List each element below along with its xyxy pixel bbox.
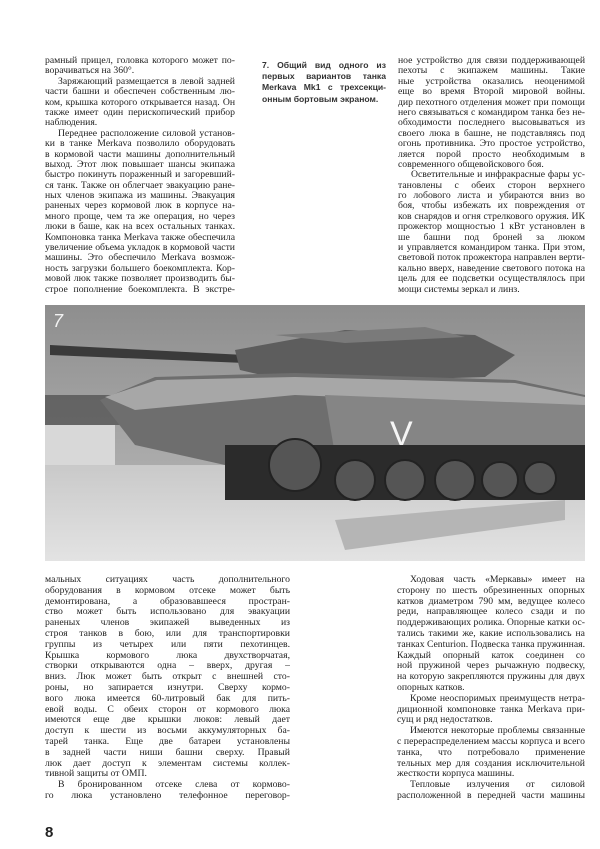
tank-illustration (45, 305, 585, 561)
text-line: обходимости последнего высовываться из (398, 118, 585, 129)
text-line: тельных мер для создания исключительной (397, 758, 585, 769)
paragraph (397, 726, 585, 780)
caption-line: первых вариантов танка (262, 71, 386, 82)
text-line: танка, что потребовало применение (397, 747, 585, 758)
text-line: него связываться с командиром танка без не- (398, 107, 585, 118)
text-line: машины. Это обеспечило Merkava возмож- (45, 253, 235, 264)
turret-marking: V (390, 415, 413, 453)
text-line: огонь противника. Это простое устройство, (398, 139, 585, 150)
text-line: роны, но запирается изнутри. Сверху кормо- (45, 682, 290, 693)
text-line: диционной компоновке танка Merkava при- (397, 704, 585, 715)
text-line: танках Centurion. Подвеска танка пружинная. (397, 639, 585, 650)
text-line: световой поток прожектора направлен верти- (398, 253, 585, 264)
paragraph (45, 129, 235, 295)
text-line: своего люка в башне, не подставляясь под (398, 128, 585, 139)
text-line: ных членов экипажа из машины. Эвакуация (45, 191, 235, 202)
text-line: сущ и ряд недостатков. (397, 715, 493, 726)
text-line: вого люка имеется 60-литровый бак для пить- (45, 693, 290, 704)
text-line: мальных ситуациях часть дополнительного (45, 575, 290, 585)
tank-photo (45, 305, 585, 561)
text-line: демонтирована, а образовавшееся простран- (45, 596, 290, 607)
text-line: мощи системы зеркал и линз. (398, 284, 520, 295)
text-column-bottom-left (45, 575, 290, 802)
paragraph (45, 77, 235, 129)
text-line: строя танков в бою, или для транспортировки (45, 628, 290, 639)
text-line: поддерживающих ролика. Опорные катки ос- (397, 618, 585, 629)
text-line: наблюдения. (45, 118, 98, 129)
text-line: В бронированном отсеке слева от кормово- (58, 780, 290, 791)
caption-line: онным бортовым экраном. (262, 93, 379, 104)
text-column-top-left (45, 56, 235, 295)
text-line: современного общевойскового боя. (398, 159, 544, 170)
text-line: Ходовая часть «Меркавы» имеет на (410, 575, 585, 585)
text-line: ной пружиной через рычажную подвеску, (397, 661, 585, 672)
text-line: го люка установлено телефонное переговор- (45, 790, 290, 801)
text-line: ство может быть использовано для эвакуации (45, 607, 290, 618)
text-line: ляется порой просто необходимым в (398, 149, 585, 160)
text-line: евой воды. С обеих сторон от кормового люка (45, 704, 290, 715)
text-line: створки открываются одна – вверх, другая – (45, 661, 290, 672)
text-line: доступ к шести из восьми аккумуляторных ба- (45, 726, 290, 737)
text-line: сторону по шесть обрезиненных опорных (397, 585, 585, 596)
text-line: Тепловые излучения от силовой (410, 780, 585, 791)
text-line: Компоновка танка Merkava также обеспечила (45, 232, 235, 243)
caption-line: 7. Общий вид одного из (262, 60, 386, 70)
paragraph (398, 170, 585, 295)
text-line: вниз. Люк может быть открыт с внешней сто- (45, 672, 290, 683)
text-line: ность загрузки большего боекомплекта. Кор- (45, 263, 235, 274)
text-line: оборудования в кормовом отсеке может быть (45, 585, 290, 596)
photo-caption (262, 60, 386, 105)
text-line: цель для ее подсветки осуществлялось при (398, 274, 585, 285)
paragraph (398, 56, 585, 170)
photo-number: 7 (53, 311, 64, 331)
paragraph (397, 575, 585, 694)
text-line: тались такими же, какие использовались на (397, 628, 585, 639)
text-line: части башни и обеспечен собственным лю- (45, 87, 235, 98)
text-line: в кормовой части машины дополнительный (45, 149, 235, 160)
text-line: опорных катков. (397, 682, 465, 693)
text-line: ворачиваться на 360°. (45, 66, 135, 77)
text-line: реди, направляющее колесо сзади и по (397, 607, 585, 618)
text-line: в задней части ниши башни сверху. Правый (45, 747, 290, 758)
text-line: Кроме неоспоримых преимуществ нетра- (410, 693, 585, 704)
text-line: и управляется командиром танка. При этом, (398, 243, 585, 254)
text-line: пехоты с экипажем машины. Такие (398, 66, 585, 77)
text-line: быстро покинуть пораженный и загоревший- (45, 170, 235, 181)
text-line: кально вверх, наведение светового потока на (398, 263, 585, 274)
text-line: тивной защиты от ОМП. (45, 769, 147, 780)
text-line: увеличение объема укладок в кормовой части (45, 243, 235, 254)
text-line: группы из четырех или пяти пехотинцев. (45, 639, 290, 650)
caption-line: Merkava Mk1 с трехсекци- (262, 82, 386, 93)
text-line: ные устройства оказались неоценимой (398, 76, 585, 87)
text-line: го лобового листа и убираются вниз во (398, 191, 585, 202)
text-line: Переднее расположение силовой установ- (58, 128, 235, 139)
text-line: рамный прицел, головка которого может по- (45, 56, 235, 66)
text-line: люки в баше, как на всех остальных танках. (45, 222, 235, 233)
text-line: боя, чтобы избежать их повреждения от (398, 201, 585, 212)
paragraph (45, 780, 290, 802)
text-line: катков диаметром 790 мм, ведущее колесо (397, 596, 585, 607)
text-line: мовой люк также позволяет производить бы- (45, 274, 235, 285)
text-line: ше башни под броней за люком (398, 232, 585, 243)
text-line: также имеет один перископический прибор (45, 107, 235, 118)
paragraph (397, 780, 585, 802)
text-line: имеются еще две крышки люков: левый дает (45, 715, 290, 726)
text-line: тановлены с обеих сторон верхнего (398, 180, 585, 191)
paragraph (397, 694, 585, 726)
text-line: ков снарядов и огня стрелкового оружия. ИК (398, 211, 585, 222)
text-line: Заряжающий размещается в левой задней (58, 76, 235, 87)
text-line: выход. Этот люк повышает шансы экипажа (45, 159, 235, 170)
text-line: тарей танка. Еще две батареи установлены (45, 736, 290, 747)
text-line: расположенной в передней части машины (397, 790, 585, 801)
text-line: строе пополнение боекомплекта. В экстре- (45, 284, 235, 295)
text-line: раненых членов экипажей выведенных из (45, 618, 290, 629)
text-line: на которую закрепляются пружины для двух (397, 672, 585, 683)
text-line: жесткости корпуса машины. (397, 769, 515, 780)
text-line: ное устройство для связи поддерживающей (398, 56, 585, 66)
text-column-bottom-right (397, 575, 585, 802)
text-line: люк дает доступ к элементам системы коллек- (45, 758, 290, 769)
text-line: дир пехотного отделения может при помощи (398, 97, 585, 108)
text-line: еще во время Второй мировой войны. (398, 87, 585, 98)
text-line: ся танк. Также он облегчает эвакуацию ране- (45, 180, 235, 191)
text-line: много проще, чем та же операция, но через (45, 211, 235, 222)
text-line: с перераспределением массы корпуса и всего (397, 736, 585, 747)
page-number: 8 (45, 824, 54, 841)
text-column-top-right (398, 56, 585, 295)
text-line: Осветительные и инфракрасные фары ус- (411, 170, 585, 181)
text-line: Имеются некоторые проблемы связанные (410, 726, 585, 737)
text-line: ком, крышка которого открывается назад. Он (45, 97, 235, 108)
paragraph (45, 575, 290, 780)
text-line: ки в танке Merkava позволило оборудовать (45, 139, 235, 150)
paragraph (45, 56, 235, 77)
text-line: Каждый опорный каток соединен со (397, 650, 585, 661)
text-line: прожектор мощностью 1 кВт установлен в (398, 222, 585, 233)
text-line: раненых через кормовой люк в корпусе на- (45, 201, 235, 212)
text-line: Крышка кормового люка двухстворчатая, (45, 650, 290, 661)
